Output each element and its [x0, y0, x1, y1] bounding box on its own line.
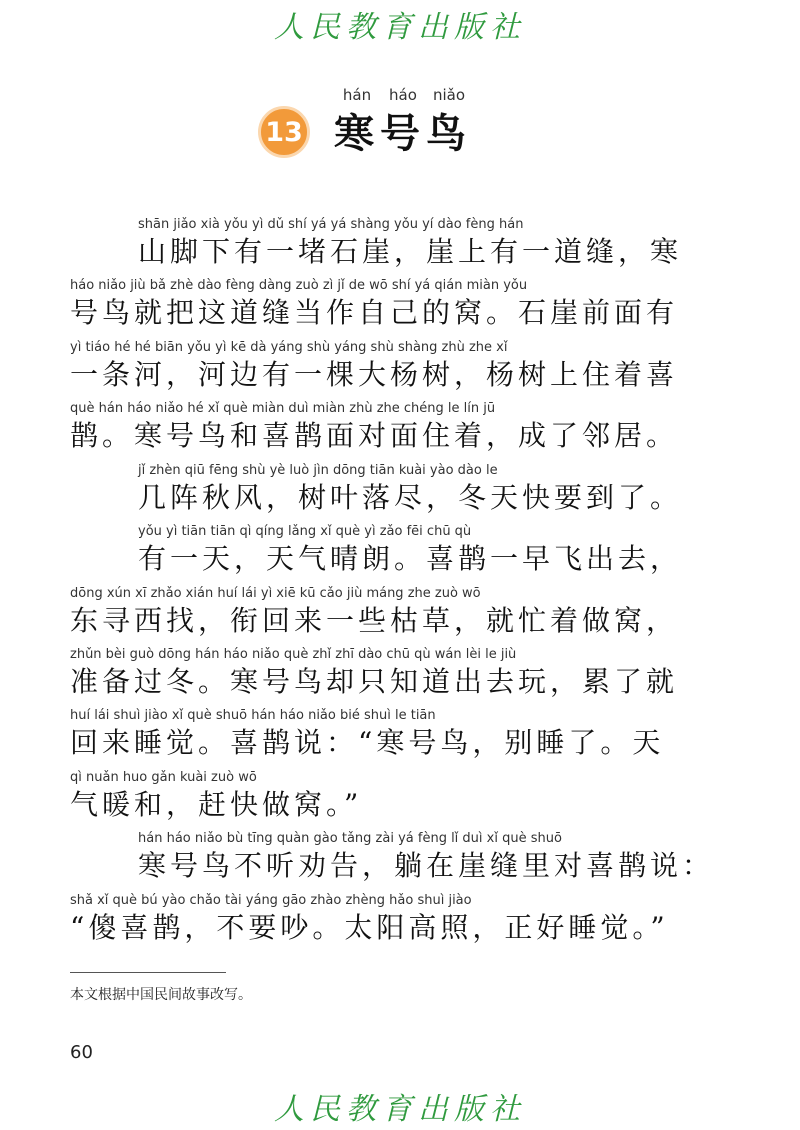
hanzi-line: 几阵秋风，树叶落尽，冬天快要到了。	[138, 481, 683, 514]
pinyin-line: yì tiáo hé hé biān yǒu yì kē dà yáng shù yáng shù shàng zhù zhe xǐ	[70, 340, 508, 355]
pinyin-line: yǒu yì tiān tiān qì qíng lǎng xǐ què yì zǎo fēi chū qù	[138, 524, 472, 539]
lesson-number-badge	[258, 106, 310, 158]
hanzi-line: “傻喜鹊，不要吵。太阳高照，正好睡觉。”	[70, 911, 669, 944]
text-line	[70, 646, 678, 700]
text-line	[138, 830, 714, 884]
text-line	[138, 462, 682, 516]
hanzi-line: 号鸟就把这道缝当作自己的窝。石崖前面有	[70, 296, 679, 329]
hanzi-line: 有一天，天气晴朗。喜鹊一早飞出去，	[138, 542, 683, 575]
publisher-logo-bottom: 人民教育出版社	[274, 1092, 526, 1127]
pinyin-line: zhǔn bèi guò dōng hán háo niǎo què zhǐ zhī dào chū qù wán lèi le jiù	[70, 647, 517, 662]
lesson-title: 寒号鸟	[334, 110, 472, 157]
footnote: 本文根据中国民间故事改写。	[70, 987, 252, 1003]
lesson-number: 13	[265, 116, 303, 148]
hanzi-line: 一条河，河边有一棵大杨树，杨树上住着喜	[70, 358, 679, 391]
pinyin-line: shǎ xǐ què bú yào chǎo tài yáng gāo zhào zhèng hǎo shuì jiào	[70, 893, 472, 908]
text-line	[70, 892, 669, 946]
text-line	[138, 523, 682, 577]
pinyin-line: hán háo niǎo bù tīng quàn gào tǎng zài yá fèng lǐ duì xǐ què shuō	[138, 831, 562, 846]
pinyin-line: huí lái shuì jiào xǐ què shuō hán háo niǎo bié shuì le tiān	[70, 708, 436, 723]
text-line	[70, 707, 664, 761]
hanzi-line: 回来睡觉。喜鹊说：“寒号鸟，别睡了。天	[70, 726, 665, 759]
page-number: 60	[70, 1042, 93, 1063]
text-line	[70, 400, 678, 454]
pinyin-line: què hán háo niǎo hé xǐ què miàn duì miàn zhù zhe chéng le lín jū	[70, 401, 496, 416]
text-line	[70, 277, 678, 331]
pinyin-line: dōng xún xī zhǎo xián huí lái yì xiē kū cǎo jiù máng zhe zuò wō	[70, 586, 481, 601]
text-line	[70, 339, 678, 393]
hanzi-line: 山脚下有一堵石崖，崖上有一道缝，寒	[138, 235, 683, 268]
footnote-divider	[70, 972, 226, 973]
hanzi-line: 东寻西找，衔回来一些枯草，就忙着做窝，	[70, 604, 679, 637]
text-line	[70, 769, 362, 823]
pinyin-line: jǐ zhèn qiū fēng shù yè luò jìn dōng tiān kuài yào dào le	[138, 463, 498, 478]
title-pinyin-syllable: hán	[342, 86, 372, 104]
title-pinyin-syllable: háo	[389, 86, 417, 104]
text-line	[138, 216, 682, 270]
pinyin-line: qì nuǎn huo gǎn kuài zuò wō	[70, 770, 257, 785]
hanzi-line: 气暖和，赶快做窝。”	[70, 788, 363, 821]
hanzi-line: 寒号鸟不听劝告，躺在崖缝里对喜鹊说：	[138, 849, 715, 882]
pinyin-line: shān jiǎo xià yǒu yì dǔ shí yá yá shàng yǒu yí dào fèng hán	[138, 217, 524, 232]
title-pinyin-syllable: niǎo	[432, 86, 466, 104]
pinyin-line: háo niǎo jiù bǎ zhè dào fèng dàng zuò zì jǐ de wō shí yá qián miàn yǒu	[70, 278, 528, 293]
text-line	[70, 585, 678, 639]
hanzi-line: 准备过冬。寒号鸟却只知道出去玩，累了就	[70, 665, 679, 698]
hanzi-line: 鹊。寒号鸟和喜鹊面对面住着，成了邻居。	[70, 419, 679, 452]
publisher-logo-top: 人民教育出版社	[274, 10, 526, 45]
